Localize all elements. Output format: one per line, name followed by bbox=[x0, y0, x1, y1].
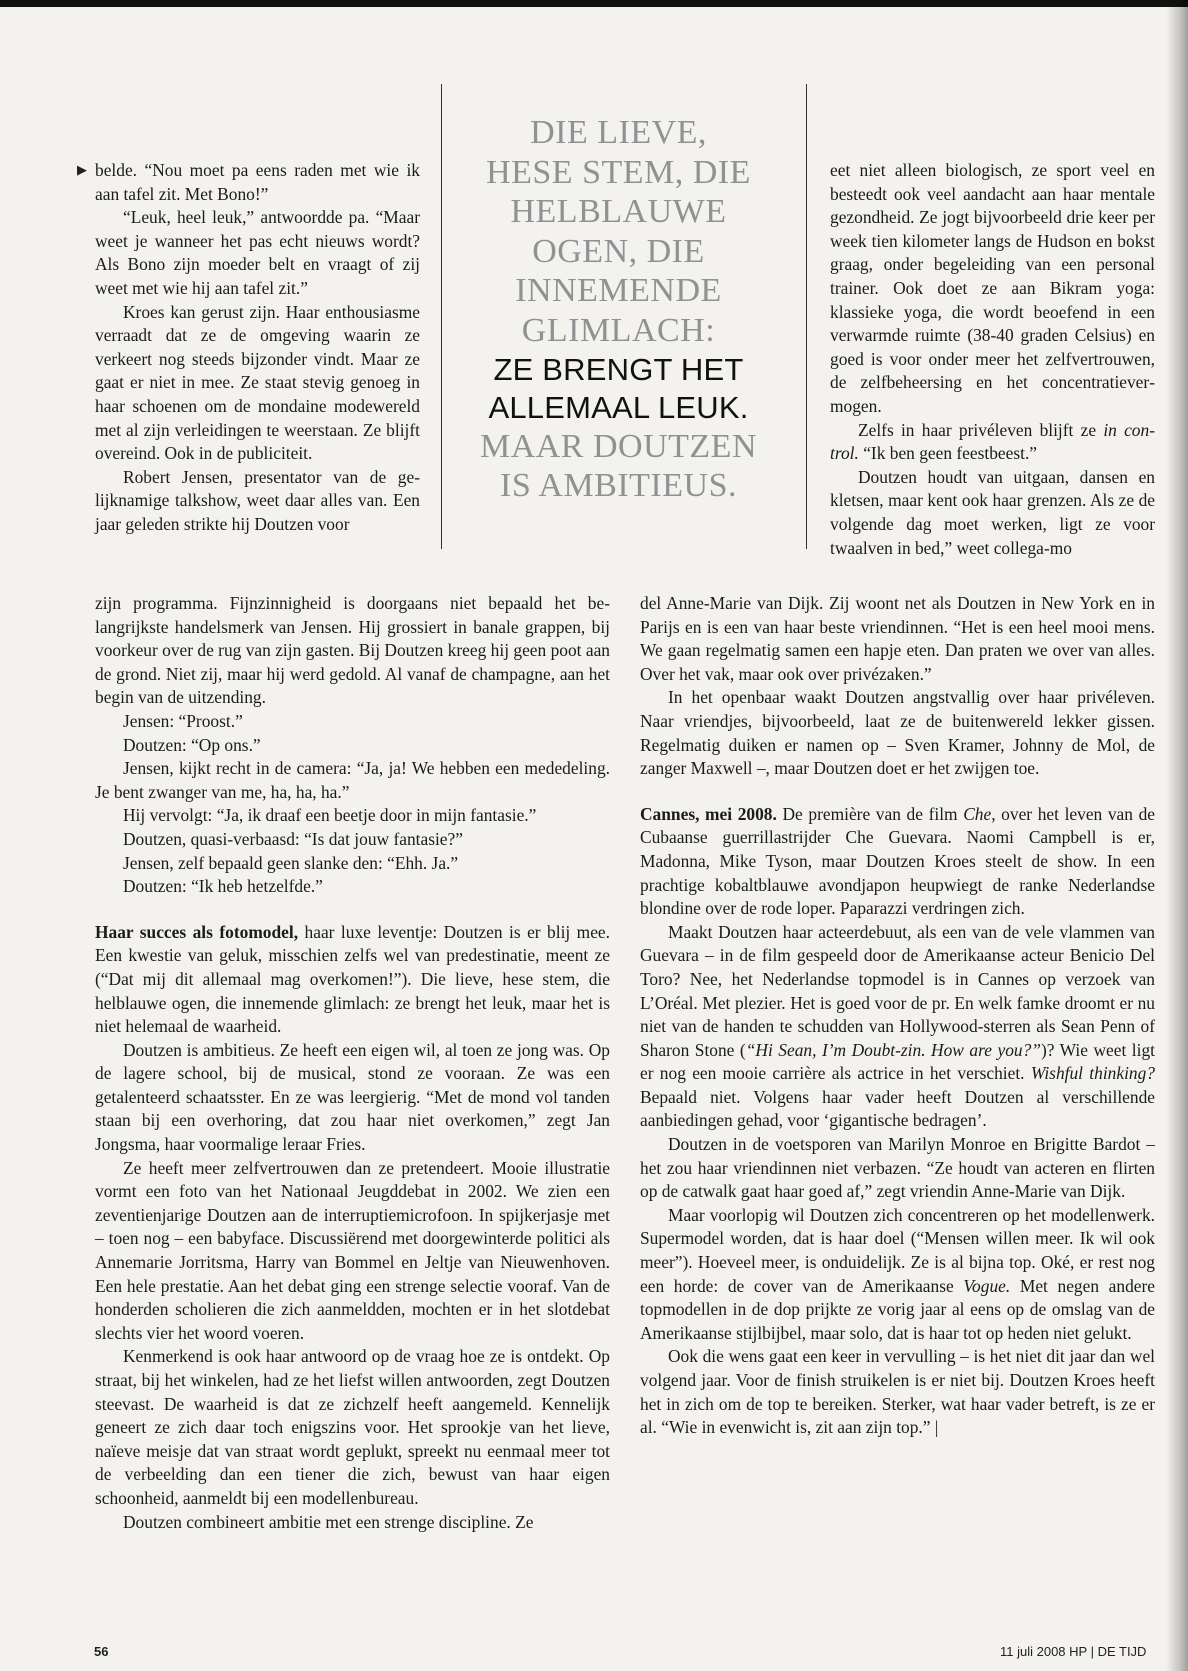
paragraph: Doutzen combineert ambitie met een strenge discipline. Ze bbox=[123, 1511, 534, 1532]
paragraph bbox=[640, 1204, 1155, 1346]
section-lead: Haar succes als fotomodel, bbox=[95, 921, 299, 942]
italic-text: Wishful thinking? bbox=[1030, 1063, 1155, 1084]
pull-quote-rule-left bbox=[441, 84, 442, 549]
italic-text: Vogue. bbox=[963, 1275, 1011, 1296]
pull-quote-line: INNEMENDE bbox=[515, 272, 722, 310]
paragraph: “Leuk, heel leuk,” antwoordde pa. “Maar weet je wanneer het pas echt nieuws wordt? Als Bono zijn moeder belt en vraagt of zij weet met wie hij aan tafel zit.” bbox=[95, 207, 420, 298]
pull-quote-line: DIE LIEVE, bbox=[530, 114, 707, 151]
pull-quote-bold-line: ZE BRENGT HET bbox=[493, 351, 744, 387]
pull-quote-line: IS AMBITIEUS. bbox=[500, 467, 737, 505]
section-paragraph bbox=[640, 803, 1155, 921]
paragraph bbox=[640, 921, 1155, 1133]
dialogue-line: Doutzen: “Op ons.” bbox=[123, 734, 261, 755]
paragraph: Doutzen is ambitieus. Ze heeft een eigen wil, al toen ze jong was. Op de lagere school, bij de musical, stond ze vooraan. Ze was een getalenteerd schaatsster. En ze was leergierig. “Met de mond vol tanden staan bij een overhoring, dat zou haar niet overkomen,” zegt Jan Jongsma, haar voormalige leraar Fries. bbox=[95, 1039, 610, 1155]
pull-quote-bold-line: ALLEMAAL LEUK. bbox=[488, 389, 749, 425]
pull-quote-rule-right bbox=[806, 84, 807, 549]
issue-line: 11 juli 2008 HP | DE TIJD bbox=[1000, 1644, 1147, 1659]
dialogue-line: Jensen: “Proost.” bbox=[123, 710, 243, 731]
dialogue-line: Hij vervolgt: “Ja, ik draaf een beetje door in mijn fantasie.” bbox=[123, 805, 537, 826]
text-run: De première van de film bbox=[776, 803, 964, 824]
paragraph: In het openbaar waakt Doutzen angstvallig over haar privéleven. Naar vriendjes, bijvoorbeeld, laat ze de buitenwereld lekker gissen. Regelmatig duiken er namen op – Sven Kramer, Johnny de Mol, de zanger Maxwell –, maar Doutzen doet er het zwijgen toe. bbox=[640, 687, 1155, 779]
pull-quote-line: MAAR DOUTZEN bbox=[479, 427, 758, 465]
text-run: over het leven van de Cubaanse guerrillastrijder Che Guevara. Naomi Campbell is er, Madonna, Mike Tyson, maar Doutzen Kroes steelt de show. In een prachtige kobaltblauwe avondjapon heupwiegt de ranke Nederlandse blondine over de rode loper. Paparazzi verdringen zich. bbox=[640, 803, 1156, 919]
italic-text: in control. bbox=[830, 419, 1155, 464]
column-left-upper bbox=[95, 159, 420, 537]
italic-text: “Hi Sean, I’m Doubt-zin. How are you?” bbox=[745, 1039, 1041, 1060]
column-left-lower bbox=[95, 592, 610, 1534]
dialogue-line: Jensen, kijkt recht in de camera: “Ja, ja! We hebben een mededeling. Je bent zwanger van me, ha, ha, ha.” bbox=[95, 758, 610, 802]
paragraph: Doutzen houdt van uitgaan, dansen en kletsen, maar kent ook haar grenzen. Als ze de volgende dag moet werken, ligt ze voor twaalven in bed,” weet collega-mo bbox=[830, 466, 1155, 558]
paragraph: zijn programma. Fijnzinnigheid is doorgaans niet bepaald het belangrijkste handelsmerk van Jensen. Hij grossiert in banale grappen, bij voorkeur over de rug van zijn gasten. Bij Doutzen kreeg hij geen poot aan de grond. Niet zij, maar hij werd gedold. Al vanaf de champagne, aan het begin van de uitzending. bbox=[95, 593, 610, 708]
paragraph: Doutzen in de voetsporen van Marilyn Monroe en Brigitte Bardot – het zou haar vriendinnen niet verbazen. “Ze houdt van acteren en flirten op de catwalk gaat haar goed af,” zegt vriendin Anne-Marie van Dijk. bbox=[640, 1134, 1155, 1202]
italic-text: Che, bbox=[963, 803, 996, 824]
dialogue-line: Doutzen: “Ik heb hetzelfde.” bbox=[123, 876, 323, 897]
column-right-upper bbox=[830, 159, 1155, 560]
pull-quote-line: HESE STEM, DIE bbox=[486, 153, 751, 191]
paragraph: Ook die wens gaat een keer in vervulling – is het niet dit jaar dan wel volgend jaar. Voor de finish struikelen is er niet bij. Doutzen Kroes heeft het in zich om de top te bereiken. Sterker, wat haar vader betreft, is ze er al. “Wie in evenwicht is, zit aan zijn top.” | bbox=[640, 1346, 1155, 1438]
page-gutter-shadow bbox=[1166, 0, 1188, 1671]
column-right-lower bbox=[640, 592, 1155, 1440]
paragraph: Kenmerkend is ook haar antwoord op de vraag hoe ze is ontdekt. Op straat, bij het winkelen, had ze het liefst willen antwoorden, zegt Doutzen steevast. De waarheid is dat ze zichzelf heeft aangemeld. Kennelijk geneert ze zich daar toch enigszins voor. Het sprookje van het lieve, naïeve meisje dat van straat wordt geplukt, spreekt nu eenmaal meer tot de verbeelding dan een tiener die zich, bewust van haar eigen schoonheid, aanmeldt bij een modellenbureau. bbox=[95, 1346, 610, 1508]
text-run: Zelfs in haar privéleven blijft ze bbox=[858, 419, 1104, 440]
page-number: 56 bbox=[94, 1644, 109, 1659]
continuation-arrow-icon: ▶ bbox=[77, 162, 87, 177]
paragraph: Kroes kan gerust zijn. Haar enthousiasme verraadt dat ze de omgeving waarin ze verkeert nog steeds bijzonder vindt. Maar ze gaat er niet in mee. Ze staat stevig genoeg in haar schoenen om de mondaine modewereld met al zijn verleidingen te weerstaan. Ze blijft overeind. Ook in de publiciteit. bbox=[95, 301, 420, 464]
paragraph: eet niet alleen biologisch, ze sport veel en besteedt ook veel aandacht aan haar mentale gezondheid. Ze jogt bijvoorbeeld drie keer per week tien kilometer langs de Hudson en bokst graag, onder begeleiding van een personal trainer. Ook doet ze aan Bikram yoga: klassieke yoga, die wordt beoefend in een verwarmde ruimte (38-40 graden Celsius) en goed is voor onder meer het zelfvertrouwen, de zelfbeheersing en het concentratievermogen. bbox=[830, 160, 1155, 416]
text-run: Met negen andere topmodellen in de dop prijkte ze vorig jaar al eens op de omslag van de Amerikaanse stijlbijbel, maar solo, dat is haar tot op heden niet gelukt. bbox=[640, 1275, 1155, 1343]
dialogue-line: Doutzen, quasi-verbaasd: “Is dat jouw fantasie?” bbox=[123, 828, 463, 849]
text-run: Bepaald niet. Volgens haar vader heeft Doutzen al verschillende aanbiedingen gehad, voor ‘gigantische bedragen’. bbox=[640, 1086, 1155, 1131]
top-edge-bar bbox=[0, 0, 1188, 7]
pull-quote bbox=[446, 113, 791, 506]
paragraph: Ze heeft meer zelfvertrouwen dan ze pretendeert. Mooie illustratie vormt een foto van het Nationaal Jeugddebat in 2002. We zien een zeventienjarige Doutzen aan de interruptiemicrofoon. In spijkerjasje met – toen nog – een babyface. Discussiërend met doorgewinterde politici als Annemarie Jorritsma, Harry van Bommel en Jeltje van Nieuwenhoven. Een hele prestatie. Aan het debat ging een strenge selectie vooraf. Van de honderden scholieren die zich aanmeldden, mochten er in het slotdebat slechts vier het woord voeren. bbox=[95, 1157, 610, 1343]
section-lead: Cannes, mei 2008. bbox=[640, 803, 777, 824]
pull-quote-line: HELBLAUWE bbox=[510, 193, 727, 231]
text-run: Maar voorlopig wil Doutzen zich concentreren op het modellenwerk. Supermodel worden, dat is haar doel (“Mensen willen meer. Ik wil ook meer”). Hoeveel meer, is onduidelijk. Ze is al bijna top. Oké, er rest nog een horde: de cover van de Amerikaanse bbox=[640, 1204, 1155, 1296]
text-run: )? Wie weet ligt er nog een mooie carrière als actrice in het verschiet. bbox=[640, 1039, 1155, 1084]
pull-quote-line: OGEN, DIE bbox=[532, 232, 705, 270]
pull-quote-line: GLIMLACH: bbox=[521, 311, 716, 349]
paragraph: Robert Jensen, presentator van de gelijknamige talkshow, weet daar alles van. Een jaar geleden strikte hij Doutzen voor bbox=[95, 466, 420, 534]
paragraph: del Anne-Marie van Dijk. Zij woont net als Doutzen in New York en in Parijs en is een van haar beste vriendinnen. “Het is een heel mooi mens. We gaan regelmatig samen een hapje eten. Dan praten we over van alles. Over het vak, maar ook over privézaken.” bbox=[640, 593, 1155, 684]
text-run: “Ik ben geen feestbeest.” bbox=[858, 443, 1038, 464]
section-paragraph bbox=[95, 921, 610, 1039]
paragraph: belde. “Nou moet pa eens raden met wie ik aan tafel zit. Met Bono!” bbox=[95, 160, 420, 204]
text-run: haar luxe leventje: Doutzen is er blij mee. Een kwestie van geluk, misschien zelfs wel van predestinatie, meent ze (“Dat mij dit allemaal mag overkomen!”). Die lieve, hese stem, die helblauwe ogen, die innemende glimlach: ze brengt het leuk, maar het is niet helemaal de waarheid. bbox=[95, 921, 610, 1037]
text-run: Maakt Doutzen haar acteerdebuut, als een van de vele vlammen van Guevara – in de film gespeeld door de Amerikaanse acteur Benicio Del Toro? Nee, het Nederlandse topmodel is in Cannes op verzoek van L’Oréal. Met plezier. Het is goed voor de pr. En welk famke droomt er nu niet van de handen te schudden van Hollywood-sterren als Sean Penn of Sharon Stone ( bbox=[640, 921, 1155, 1060]
paragraph bbox=[830, 419, 1155, 466]
dialogue-line: Jensen, zelf bepaald geen slanke den: “Ehh. Ja.” bbox=[123, 852, 459, 873]
